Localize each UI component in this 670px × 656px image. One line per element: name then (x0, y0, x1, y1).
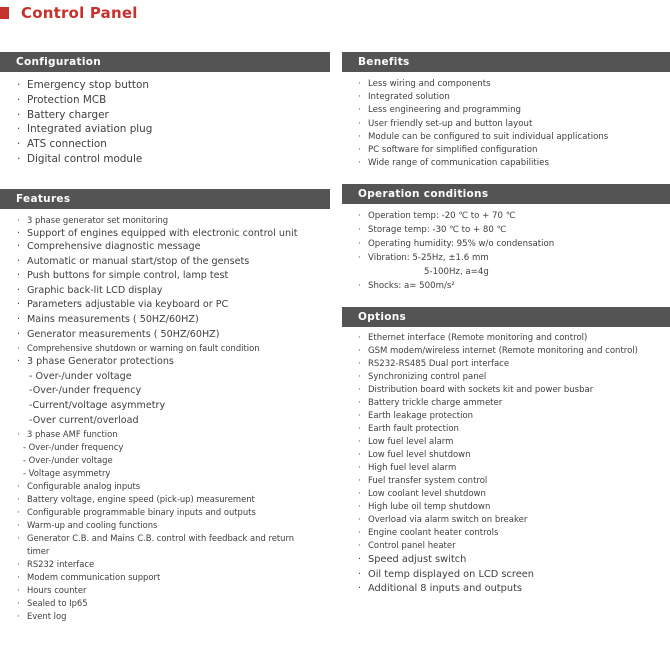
page-title-bar (0, 5, 138, 21)
title-accent-mark (0, 7, 9, 19)
list-item: · Earth leakage protection (358, 411, 474, 421)
list-item: · Operating humidity: 95% w/o condensation (358, 239, 555, 249)
list-subitem: - Voltage asymmetry (23, 468, 111, 479)
list-item: · Synchronizing control panel (358, 372, 487, 382)
list-item: · Less wiring and components (358, 79, 491, 89)
list-item: · Wide range of communication capabilities (358, 158, 549, 169)
list-item: · Earth fault protection (358, 424, 459, 434)
operation-list (342, 204, 670, 293)
list-item: · RS232-RS485 Dual port interface (358, 359, 510, 369)
list-item: · Sealed to Ip65 (17, 598, 88, 609)
list-item: · Vibration: 5-25Hz, ±1.6 mm (358, 253, 489, 263)
list-item: · Warm-up and cooling functions (17, 520, 158, 531)
list-item: · Event log (17, 611, 67, 622)
list-item: · User friendly set-up and button layout (358, 118, 533, 129)
operation-section (342, 184, 670, 293)
list-subitem: -Current/voltage asymmetry (29, 399, 166, 411)
list-item: · Emergency stop button (17, 79, 149, 91)
list-item: · Less engineering and programming (358, 105, 522, 116)
configuration-section (0, 52, 330, 167)
list-item: · Battery charger (17, 108, 109, 121)
features-section (0, 189, 330, 623)
list-item: · High lube oil temp shutdown (358, 502, 491, 512)
list-subitem: -Over-/under frequency (29, 385, 142, 397)
list-item: · Storage temp: -30 ℃ to + 80 ℃ (358, 225, 507, 235)
list-item: · Low fuel level alarm (358, 437, 454, 447)
features-list (0, 209, 330, 623)
list-item: · PC software for simplified configuration (358, 145, 538, 156)
list-item: · Fuel transfer system control (358, 476, 488, 486)
list-item: · Comprehensive shutdown or warning on fault condition (17, 343, 260, 354)
list-item: · Parameters adjustable via keyboard or PC (17, 299, 229, 311)
list-item: · Operation temp: -20 ℃ to + 70 ℃ (358, 211, 516, 221)
list-item: · Mains measurements ( 50HZ/60HZ) (17, 313, 199, 325)
list-item: · Generator C.B. and Mains C.B. control with feedback and return timer (17, 533, 295, 557)
list-item: · Automatic or manual start/stop of the gensets (17, 255, 250, 267)
list-subitem: - Over-/under frequency (23, 442, 124, 453)
list-item: · Control panel heater (358, 541, 456, 551)
list-item: · Battery voltage, engine speed (pick-up) measurement (17, 494, 255, 505)
list-item: · Protection MCB (17, 93, 107, 106)
configuration-list (0, 72, 330, 167)
list-item: · Generator measurements ( 50HZ/60HZ) (17, 328, 220, 340)
benefits-header: Benefits (342, 52, 670, 72)
list-subitem: - Over-/under voltage (29, 370, 132, 382)
list-subitem: -Over current/overload (29, 414, 139, 426)
list-subitem: 5-100Hz, a=4g (424, 267, 489, 277)
list-item: · High fuel level alarm (358, 463, 457, 473)
list-item: · Modem communication support (17, 572, 161, 583)
list-item: · Battery trickle charge ammeter (358, 398, 503, 408)
list-item: · Low coolant level shutdown (358, 489, 486, 499)
list-item: · Integrated aviation plug (17, 123, 153, 136)
list-item: · Distribution board with sockets kit and power busbar (358, 385, 594, 395)
list-item: · Speed adjust switch (358, 554, 467, 565)
configuration-header: Configuration (0, 52, 330, 72)
list-item: · Configurable programmable binary inputs and outputs (17, 507, 256, 518)
features-header: Features (0, 189, 330, 209)
list-item: · Additional 8 inputs and outputs (358, 583, 523, 594)
list-item: · Support of engines equipped with electronic control unit (17, 228, 298, 239)
list-item: · Digital control module (17, 152, 143, 165)
list-item: · Configurable analog inputs (17, 481, 141, 492)
list-item: · Ethernet interface (Remote monitoring and control) (358, 333, 588, 343)
list-item: · Graphic back-lit LCD display (17, 284, 163, 296)
list-item: · Hours counter (17, 585, 87, 596)
list-item: · GSM modem/wireless internet (Remote monitoring and control) (358, 346, 638, 356)
list-item: · RS232 interface (17, 559, 95, 570)
options-list (342, 327, 670, 597)
list-subitem: - Over-/under voltage (23, 455, 113, 466)
list-item: · 3 phase generator set monitoring (17, 215, 169, 225)
list-item: · 3 phase AMF function (17, 429, 118, 440)
options-section (342, 307, 670, 597)
operation-header: Operation conditions (342, 184, 670, 204)
list-item: · Module can be configured to suit individual applications (358, 131, 609, 142)
list-item: · Oil temp displayed on LCD screen (358, 568, 535, 580)
list-item: · Comprehensive diagnostic message (17, 241, 201, 252)
options-header: Options (342, 307, 670, 327)
list-item: · Shocks: a= 500m/s² (358, 281, 455, 291)
benefits-list (342, 72, 670, 170)
list-item: · Push buttons for simple control, lamp test (17, 270, 229, 282)
list-item: · Overload via alarm switch on breaker (358, 515, 528, 525)
benefits-section (342, 52, 670, 170)
list-item: · Integrated solution (358, 92, 450, 103)
list-item: · Low fuel level shutdown (358, 450, 471, 460)
page-title: Control Panel (21, 4, 138, 22)
list-item: · ATS connection (17, 138, 107, 151)
list-item: · 3 phase Generator protections (17, 356, 174, 368)
list-item: · Engine coolant heater controls (358, 528, 499, 538)
